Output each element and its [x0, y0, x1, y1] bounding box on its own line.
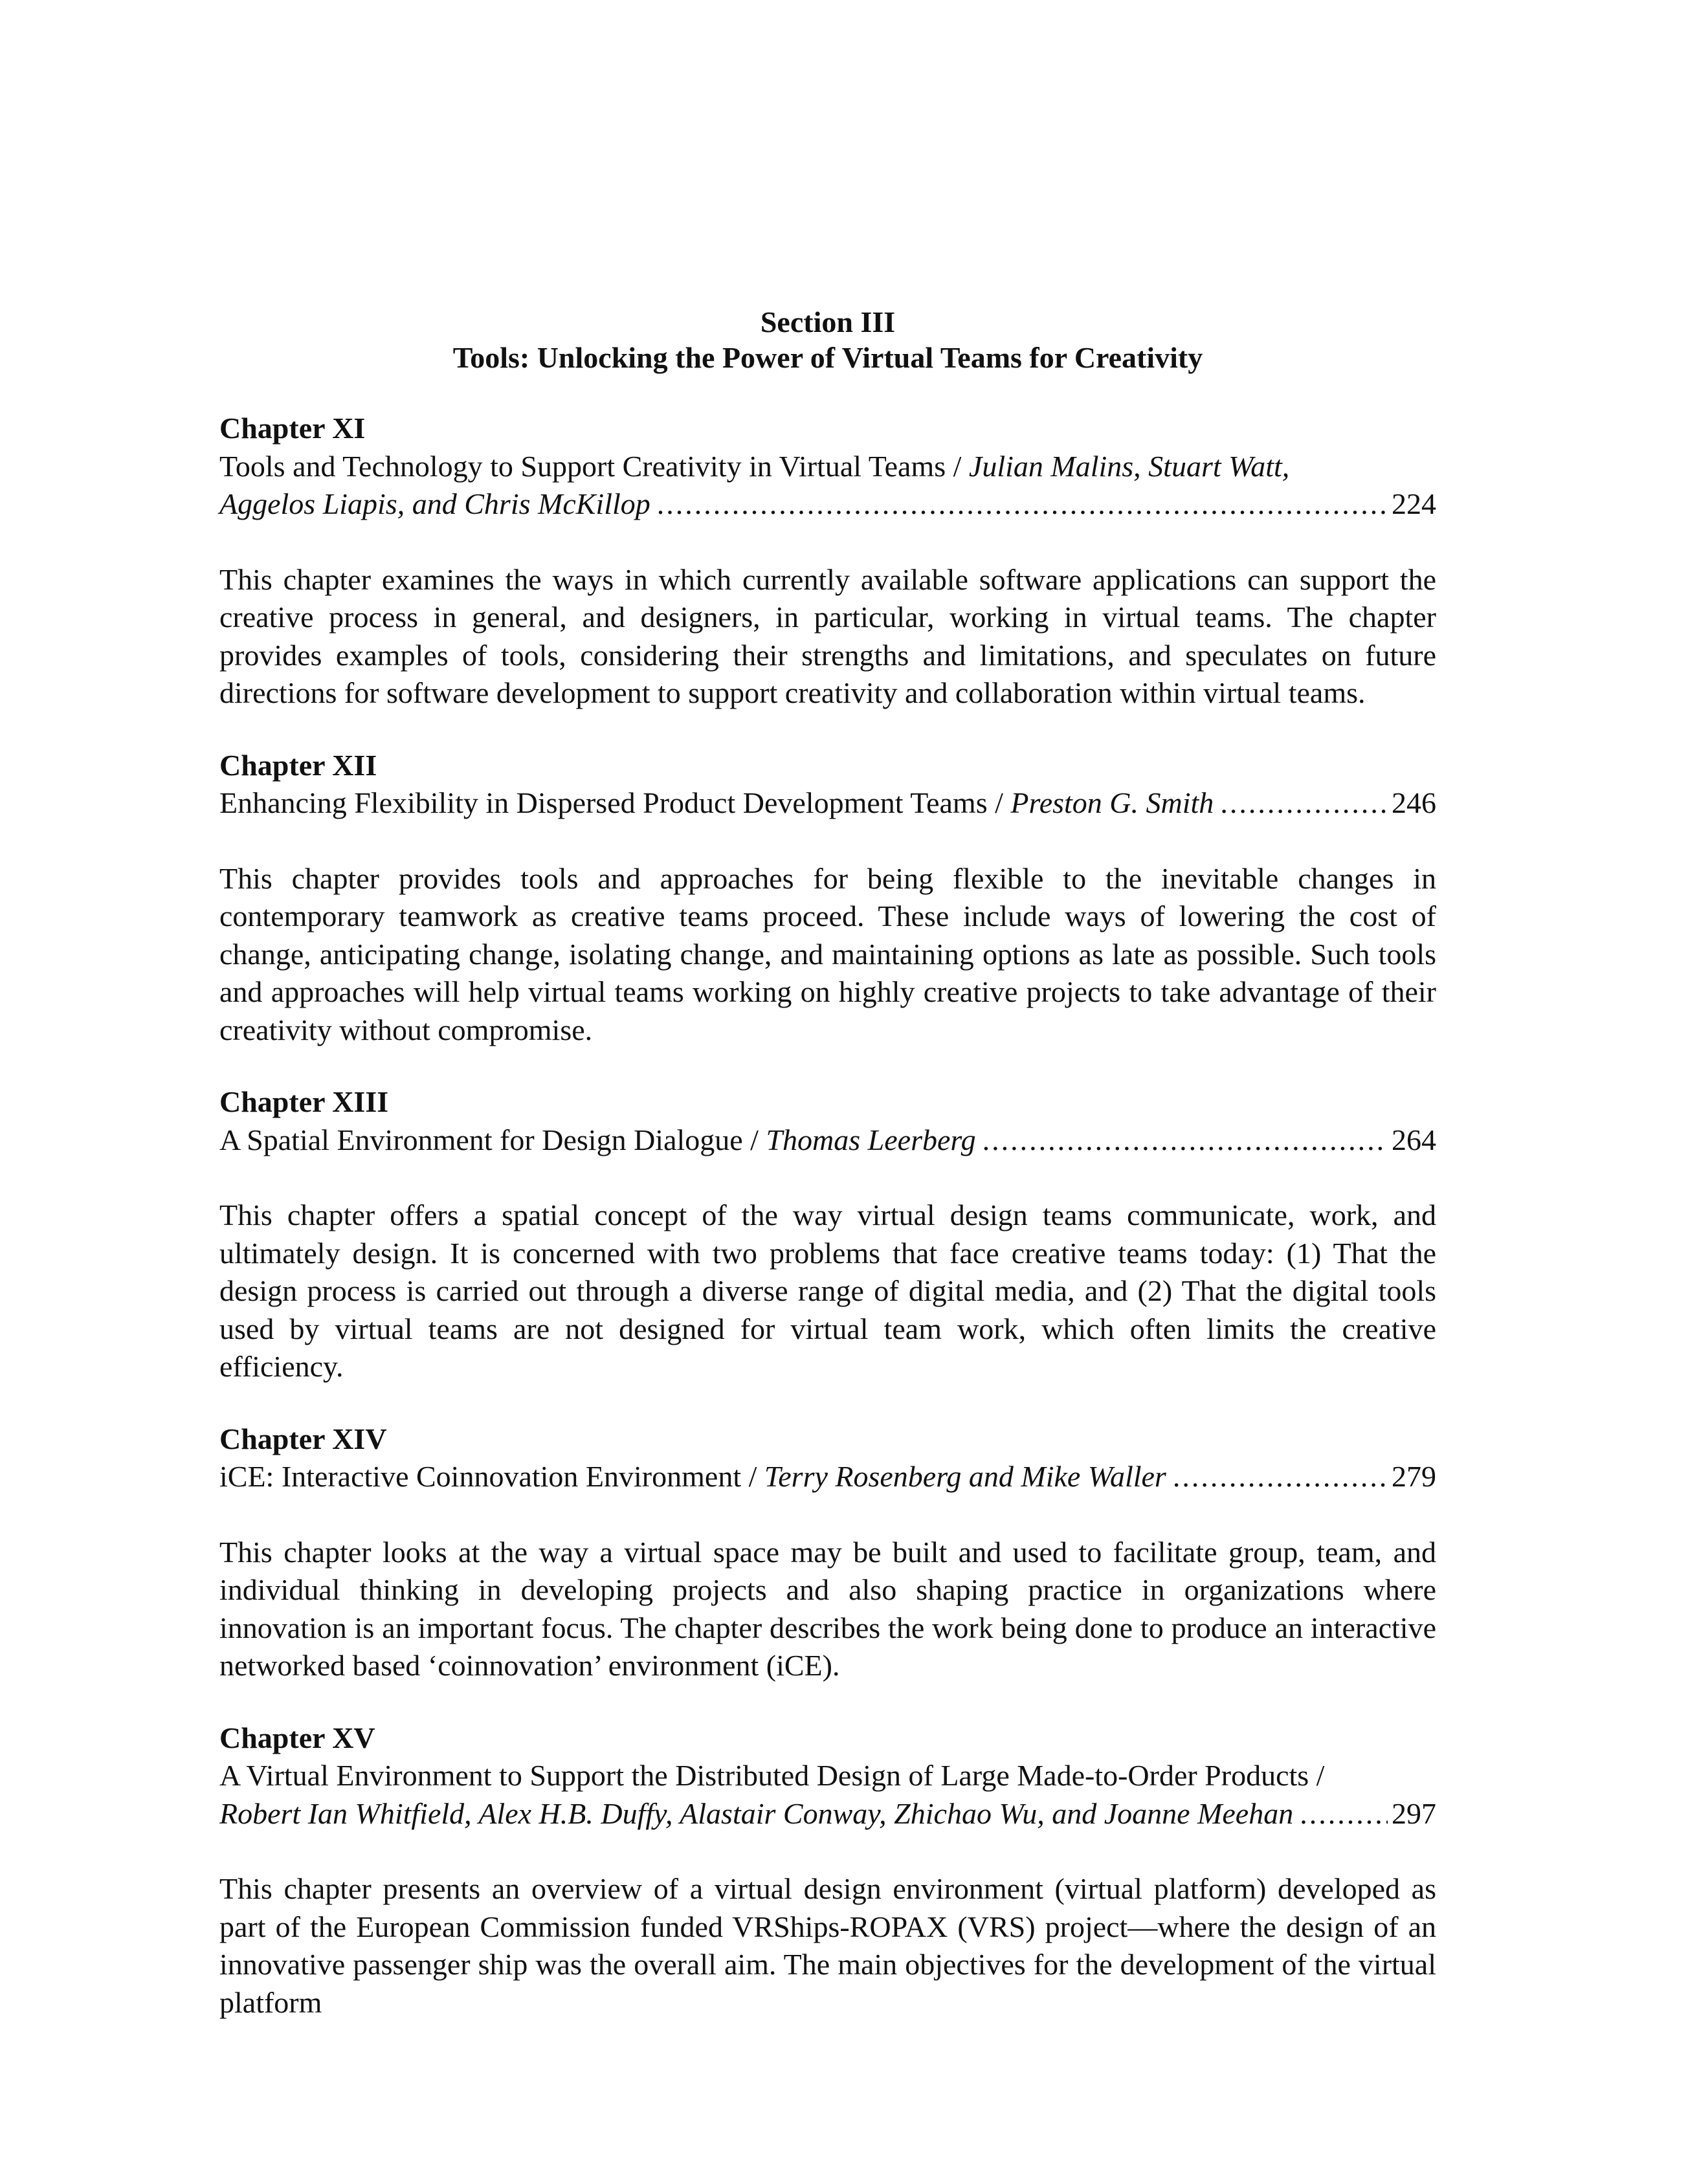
chapter-label: Chapter XV: [219, 1721, 375, 1754]
chapter-entry: [219, 1420, 1436, 1685]
chapter-abstract: This chapter looks at the way a virtual space may be built and used to facilitate group, team, and individual thinking in developing projects and also shaping practice in organizations where innovation is an important focus. The chapter describes the work being done to produce an interactive networked based ‘coinnovation’ environment (iCE).: [219, 1535, 1436, 1682]
chapter-label: Chapter XIV: [219, 1422, 387, 1455]
chapter-authors: Aggelos Liapis, and Chris McKillop: [219, 487, 650, 520]
dot-leader: [983, 1121, 1388, 1160]
chapter-leader-line: [219, 485, 1436, 524]
chapter-entry: [219, 410, 1436, 712]
chapter-title: iCE: Interactive Coinnovation Environment /: [219, 1460, 757, 1493]
chapter-abstract: This chapter offers a spatial concept of the way virtual design teams communicate, work, and ultimately design. It is concerned with two problems that face creative teams today: (1) That the design process is carried out through a diverse range of digital media, and (2) That the digital tools used by virtual teams are not designed for virtual team work, which often limits the creative efficiency.: [219, 1198, 1436, 1383]
chapter-abstract: This chapter presents an overview of a virtual design environment (virtual platform) developed as part of the European Commission funded VRShips-ROPAX (VRS) project—where the design of an innovative passenger ship was the overall aim. The main objectives for the development of the virtual platform: [219, 1872, 1436, 2019]
chapter-leader-line: [219, 1795, 1436, 1833]
section-number: Section III: [760, 305, 896, 338]
chapter-label: Chapter XIII: [219, 1085, 389, 1118]
section-title: Tools: Unlocking the Power of Virtual Teams for Creativity: [452, 341, 1203, 374]
page-number: 246: [1392, 786, 1436, 819]
page-number: 279: [1392, 1460, 1436, 1493]
chapter-label: Chapter XI: [219, 412, 366, 445]
dot-leader: [657, 485, 1388, 524]
toc-content: [219, 304, 1436, 2022]
chapter-abstract: This chapter examines the ways in which currently available software applications can support the creative process in general, and designers, in particular, working in virtual teams. The chapter provides examples of tools, considering their strengths and limitations, and speculates on future directions for software development to support creativity and collaboration within virtual teams.: [219, 562, 1436, 709]
chapter-authors: Preston G. Smith: [1010, 786, 1214, 819]
chapter-authors: Terry Rosenberg and Mike Waller: [764, 1460, 1166, 1493]
chapter-leader-line: [219, 1121, 1436, 1160]
chapter-entry: [219, 1719, 1436, 2022]
section-heading: [219, 304, 1436, 375]
chapter-title: A Virtual Environment to Support the Distributed Design of Large Made-to-Order Products /: [219, 1759, 1325, 1792]
chapter-authors: Thomas Leerberg: [766, 1123, 976, 1156]
chapter-leader-line: [219, 784, 1436, 822]
chapter-title: Enhancing Flexibility in Dispersed Product Development Teams /: [219, 786, 1003, 819]
chapter-authors: Robert Ian Whitfield, Alex H.B. Duffy, Alastair Conway, Zhichao Wu, and Joanne Meehan: [219, 1796, 1294, 1830]
page-number: 224: [1392, 487, 1436, 520]
chapter-leader-line: [219, 1458, 1436, 1496]
chapter-title-line: [219, 448, 1436, 486]
dot-leader: [1173, 1458, 1388, 1496]
page-number: 297: [1392, 1796, 1436, 1830]
chapter-entry: [219, 1083, 1436, 1386]
dot-leader: [1300, 1795, 1388, 1833]
chapter-label: Chapter XII: [219, 748, 377, 782]
page-number: 264: [1392, 1123, 1436, 1156]
chapter-entry: [219, 747, 1436, 1050]
dot-leader: [1220, 784, 1388, 822]
chapter-title: A Spatial Environment for Design Dialogue /: [219, 1123, 759, 1156]
chapter-abstract: This chapter provides tools and approaches for being flexible to the inevitable changes in contemporary teamwork as creative teams proceed. These include ways of lowering the cost of change, anticipating change, isolating change, and maintaining options as late as possible. Such tools and approaches will help virtual teams working on highly creative projects to take advantage of their creativity without compromise.: [219, 861, 1436, 1046]
chapter-title: Tools and Technology to Support Creativity in Virtual Teams /: [219, 449, 962, 483]
chapter-authors: Julian Malins, Stuart Watt,: [968, 449, 1290, 483]
